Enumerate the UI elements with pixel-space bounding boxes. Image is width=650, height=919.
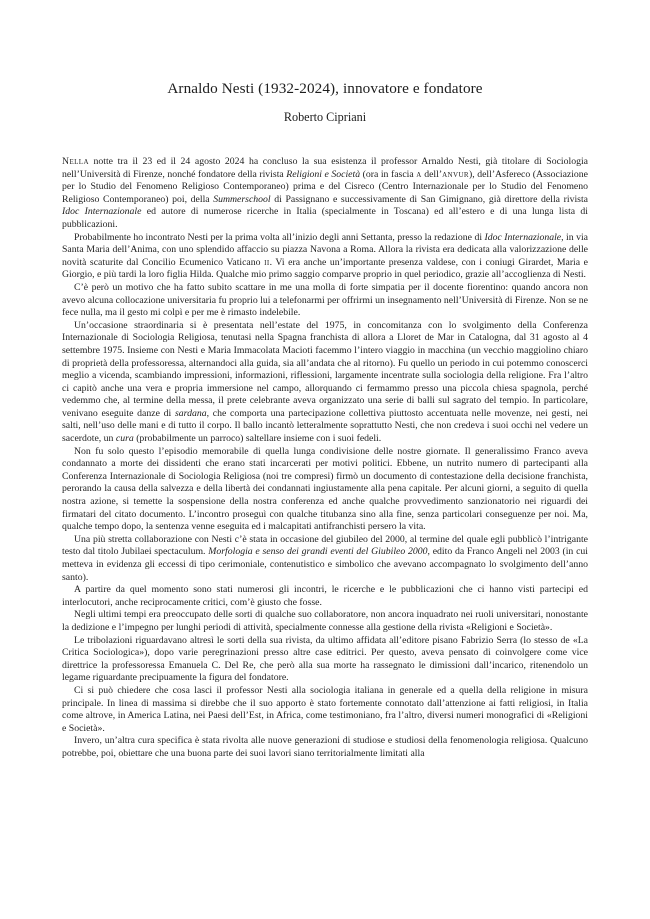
- paragraph-text: Probabilmente ho incontrato Nesti per la prima volta all’inizio degli anni Settanta, presso la redazione di: [74, 231, 485, 243]
- paragraph-text: A partire da quel momento sono stati numerosi gli incontri, le ricerche e le pubblicazioni che ci hanno visti partecipi ed interlocutori, anche reciprocamente critici, com’è giusto che fosse.: [62, 584, 588, 608]
- paragraph-text: dell’: [421, 168, 443, 180]
- article-title: Arnaldo Nesti (1932-2024), innovatore e fondatore: [167, 80, 483, 97]
- body-paragraph: [62, 320, 588, 446]
- paragraph-text: di Passignano e successivamente di San Gimignano, già direttore della rivista: [270, 193, 588, 205]
- small-caps-text: a: [416, 168, 422, 180]
- paragraph-text: . Vi era anche un’importante presenza valdese, con i coniugi Girardet, Maria e Giorgio, e più tardi la loro figlia Hilda. Qualche mio primo saggio comparve proprio in quel periodico, grazie all’accoglienza di Nesti.: [62, 256, 588, 281]
- paragraph-text: , in via Santa Maria dell’Anima, con uno splendido affaccio su piazza Navona a Roma. Allora la rivista era dedicata alla valorizzazione delle novità scaturite dal Concilio Ecumenico Vaticano: [62, 231, 588, 268]
- article-body: [62, 156, 588, 761]
- paragraph-text: ), dell’Asfereco (Associazione per lo Studio del Fenomeno Religioso Contemporaneo) prima e del Cisreco (Centro Internazionale per lo Studio del Fenomeno Religioso Contemporaneo) poi, della: [62, 168, 589, 205]
- paragraph-text: C’è però un motivo che ha fatto subito scattare in me una molla di forte simpatia per il docente fiorentino: quando ancora non avevo alcuna collocazione universitaria fu proprio lui a telefonarmi per offrirmi un insegnamento nell’Università di Firenze. Non se ne fece nulla, ma il gesto mi colpì e per me è rimasto indelebile.: [62, 281, 588, 319]
- small-caps-text: ii: [264, 256, 270, 268]
- body-paragraph: [62, 609, 588, 634]
- italic-text: sardana: [174, 407, 207, 419]
- paragraph-text: (ora in fascia: [360, 168, 417, 180]
- italic-text: cura: [115, 433, 134, 445]
- small-caps-text: anvur: [442, 168, 469, 180]
- body-paragraph: [62, 635, 588, 685]
- italic-text: Idoc Internazionale: [484, 231, 562, 243]
- paragraph-text: Un’occasione straordinaria si è presentata nell’estate del 1975, in concomitanza con lo svolgimento della Conferenza Internazionale di Sociologia Religiosa, tenutasi nella Spagna franchista di allora a Lloret de Mar in Catalogna, dal 31 agosto al 4 settembre 1975. Insieme con Nesti e Maria Immacolata Macioti facemmo l’intero viaggio in macchina (un vecchio maggiolino chiaro di proprietà della professoressa, alternandoci alla guida, sia all’andata che al ritorno). Fu quello un periodo in cui potemmo conoscerci meglio a vicenda, scambiando impressioni, informazioni, riflessioni, largamente incentrate sulla sociologia della religione. Fra l’altro ci capitò anche una vera e propria immersione nel campo, allorquando ci fermammo presso una piccola chiesa spagnola, perché vedemmo che, al termine della messa, il prete celebrante aveva organizzato una serie di balli sul sagrato del tempio. In particolare, venivano eseguite danze di: [62, 319, 588, 419]
- italic-text: Morfologia e senso dei grandi eventi del Giubileo 2000: [208, 546, 428, 558]
- paragraph-text: Le tribolazioni riguardavano altresì le sorti della sua rivista, da ultimo affidata all’editore pisano Fabrizio Serra (lo stesso de «La Critica Sociologica»), dopo varie peregrinazioni presso altre case editrici. Per questo, aveva pensato di coinvolgere come vice direttrice la professoressa Emanuela C. Del Re, che però alla sua morte ha rassegnato le dimissioni dall’incarico, ritenendolo un legame riguardante precipuamente la figura del fondatore.: [62, 634, 588, 684]
- paragraph-text: Non fu solo questo l’episodio memorabile di quella lunga condivisione delle nostre giornate. Il generalissimo Franco aveva condannato a morte dei dissidenti che erano stati incarcerati per motivi politici. Ebbene, un nutrito numero di partecipanti alla Conferenza Internazionale di Sociologia Religiosa (noi tre compresi) firmò un documento di contestazione della decisione franchista, perorando la causa della salvezza e della libertà dei condannati ingiustamente alla pena capitale. Per alcuni giorni, a seguito di quella nostra azione, si temette la sospensione della nostra conferenza ed anche qualche provvedimento sanzionatorio nei riguardi dei firmatari del citato documento. L’incontro proseguì con qualche titubanza sino alla fine, senza particolari conseguenze per noi. Ma, qualche tempo dopo, la sentenza venne eseguita ed i malcapitati antifranchisti persero la vita.: [62, 445, 588, 533]
- paragraph-text: (probabilmente un parroco) saltellare insieme con i suoi fedeli.: [133, 433, 382, 445]
- paragraph-text: , che comporta una partecipazione collettiva piuttosto accentuata nelle movenze, nei gesti, nei salti, nell’uso delle mani e di tutto il corpo. Il ballo incantò letteralmente soprattutto Nesti, che non credeva i suoi occhi nel vedere un sacerdote, un: [62, 407, 589, 445]
- body-paragraph: [62, 232, 588, 282]
- body-paragraph: [62, 685, 588, 735]
- paragraph-text: , edito da Franco Angeli nel 2003 (in cui metteva in evidenza gli eccessi di tipo cerimoniale, contenutistico e simbolico che avevano accompagnato lo svolgimento dell’anno santo).: [62, 546, 588, 583]
- italic-text: Summerschool: [213, 193, 271, 205]
- article-author: Roberto Cipriani: [283, 110, 367, 124]
- body-paragraph: [62, 446, 588, 534]
- paragraph-text: Negli ultimi tempi era preoccupato delle sorti di qualche suo collaboratore, non ancora inquadrato nei ruoli universitari, nonostante la dedizione e l’impegno per lunghi periodi di attività, specialmente connesse alla gestione della rivista «Religioni e Società».: [62, 609, 588, 633]
- italic-text: Idoc Internazionale: [62, 206, 142, 218]
- small-caps-text: Nella: [62, 156, 89, 167]
- italic-text: Religioni e Società: [286, 168, 361, 180]
- paragraph-text: ed autore di numerose ricerche in Italia (specialmente in Toscana) ed all’estero e di una lunga lista di pubblicazioni.: [62, 206, 588, 230]
- body-paragraph: [62, 735, 588, 760]
- body-paragraph: [62, 584, 588, 609]
- paragraph-text: notte tra il 23 ed il 24 agosto 2024 ha concluso la sua esistenza il professor Arnaldo Nesti, già titolare di Sociologia nell’Università di Firenze, nonché fondatore della rivista: [62, 156, 588, 180]
- body-paragraph: [62, 534, 588, 584]
- body-paragraph: [62, 156, 588, 232]
- paragraph-text: Invero, un’altra cura specifica è stata rivolta alle nuove generazioni di studiose e studiosi della fenomenologia religiosa. Qualcuno potrebbe, poi, obiettare che una buona parte dei suoi lavori siano territorialmente limitati alla: [62, 735, 588, 759]
- paragraph-text: Ci si può chiedere che cosa lasci il professor Nesti alla sociologia italiana in generale ed a quella della religione in misura principale. In linea di massima si direbbe che il suo apporto è stato fortemente connotato dall’attenzione ai fatti religiosi, in Italia come altrove, in America Latina, nei Paesi dell’Est, in Africa, come testimoniano, fra l’altro, diversi numeri monografici di «Religioni e Società».: [62, 684, 588, 734]
- paragraph-text: Una più stretta collaborazione con Nesti c’è stata in occasione del giubileo del 2000, al termine del quale egli pubblicò l’intrigante testo dal titolo Jubilaei spectaculum.: [62, 533, 588, 558]
- body-paragraph: [62, 282, 588, 320]
